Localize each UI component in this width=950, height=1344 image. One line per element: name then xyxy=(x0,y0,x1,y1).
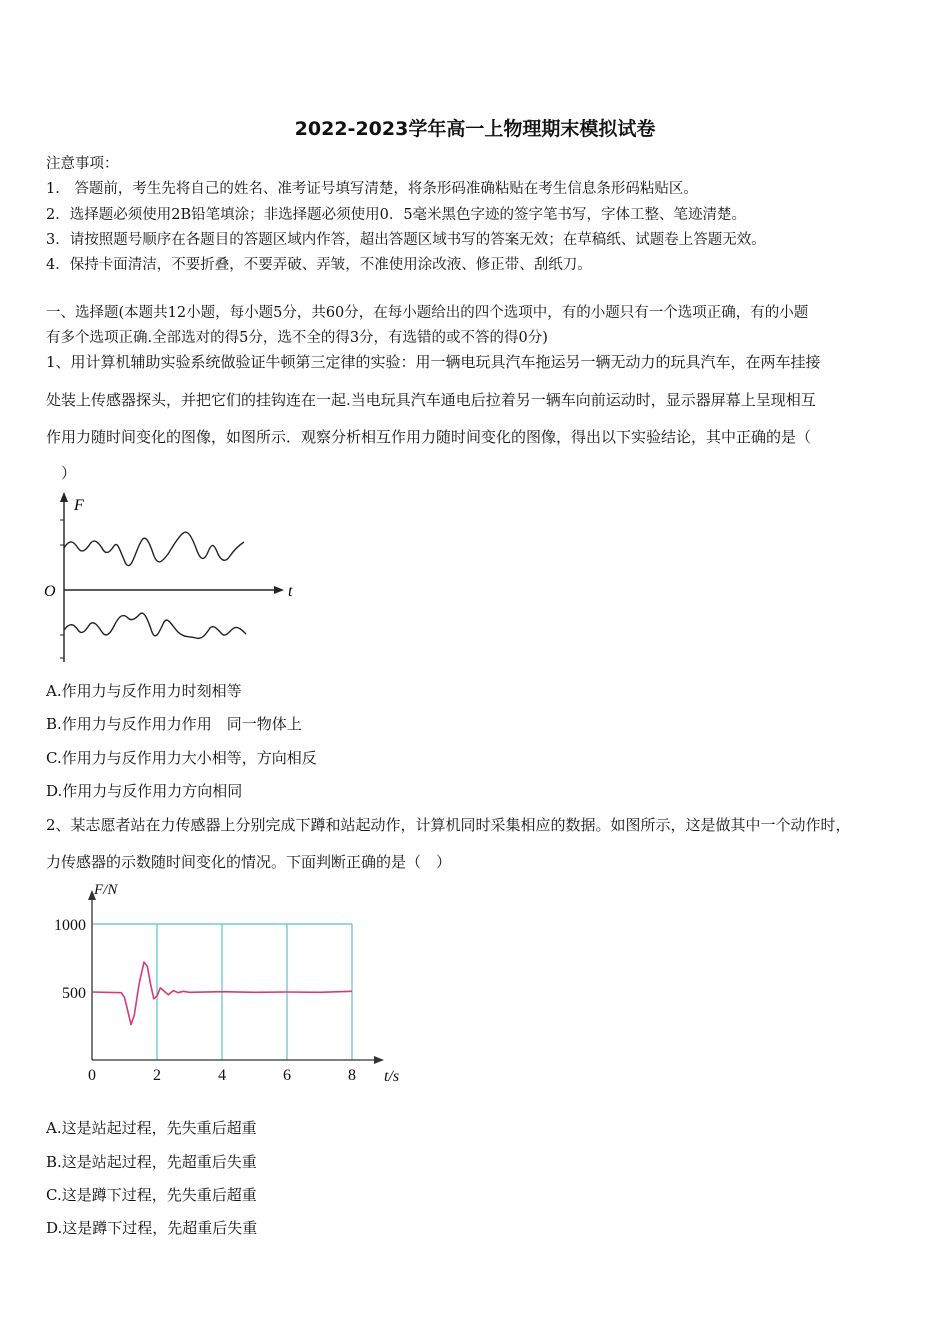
q1-stem-line-1: 1、用计算机辅助实验系统做验证牛顿第三定律的实验：用一辆电玩具汽车拖运另一辆无动力的玩具汽车，在两车挂接 xyxy=(46,353,821,371)
q1-y-arrow xyxy=(60,492,68,502)
section-intro-line-2: 有多个选项正确.全部选对的得5分，选不全的得3分，有选错的或不答的得0分) xyxy=(46,330,548,346)
chart-x-tick-label: 8 xyxy=(348,1067,356,1084)
q1-y-label: F xyxy=(74,497,84,514)
q1-force-curve-lower xyxy=(64,613,246,638)
chart-y-axis-label: F/N xyxy=(94,882,118,898)
q2-option-a: A.这是站起过程，先失重后超重 xyxy=(46,1119,257,1137)
q1-x-label: t xyxy=(288,583,293,600)
q1-stem-line-4: ） xyxy=(46,464,77,482)
chart-y-tick-label: 500 xyxy=(62,985,86,1002)
q1-stem-line-2: 处装上传感器探头，并把它们的挂钩连在一起.当电玩具汽车通电后拉着另一辆车向前运动时，显示器屏幕上呈现相互 xyxy=(46,391,816,409)
q1-option-d: D.作用力与反作用力方向相同 xyxy=(46,782,243,800)
q2-stem-line-2: 力传感器的示数随时间变化的情况。下面判断正确的是（ ） xyxy=(46,853,452,871)
q1-option-b: B.作用力与反作用力作用 同一物体上 xyxy=(46,715,302,733)
q1-option-c: C.作用力与反作用力大小相等，方向相反 xyxy=(46,749,317,767)
chart-x-tick-label: 6 xyxy=(283,1067,291,1084)
chart-x-axis-label: t/s xyxy=(384,1068,400,1085)
q1-force-figure xyxy=(40,490,310,670)
q2-option-c: C.这是蹲下过程，先失重后超重 xyxy=(46,1186,257,1204)
chart-y-tick-label: 1000 xyxy=(54,917,86,934)
section-intro-line-1: 一、选择题(本题共12小题，每小题5分，共60分，在每小题给出的四个选项中，有的小题只有一个选项正确，有的小题 xyxy=(46,305,809,321)
q2-option-b: B.这是站起过程，先超重后失重 xyxy=(46,1153,257,1171)
q1-origin-label: O xyxy=(44,583,56,600)
q2-force-chart xyxy=(40,878,420,1088)
notice-item-2: 2．选择题必须使用2B铅笔填涂；非选择题必须使用0．5毫米黑色字迹的签字笔书写，字体工整、笔迹清楚。 xyxy=(46,207,747,223)
page-title: 2022-2023学年高一上物理期末模拟试卷 xyxy=(294,118,656,140)
q1-x-arrow xyxy=(274,586,284,594)
chart-x-tick-label: 0 xyxy=(88,1067,96,1084)
notice-item-4: 4．保持卡面清洁，不要折叠，不要弄破、弄皱，不准使用涂改液、修正带、刮纸刀。 xyxy=(46,257,592,273)
chart-x-tick-label: 4 xyxy=(218,1067,226,1084)
q2-option-d: D.这是蹲下过程，先超重后失重 xyxy=(46,1219,258,1237)
notice-heading: 注意事项： xyxy=(46,156,119,172)
notice-item-3: 3．请按照题号顺序在各题目的答题区域内作答，超出答题区域书写的答案无效；在草稿纸、试题卷上答题无效。 xyxy=(46,232,766,248)
q1-stem-line-3: 作用力随时间变化的图像，如图所示．观察分析相互作用力随时间变化的图像，得出以下实验结论，其中正确的是（ xyxy=(46,428,812,446)
notice-item-1: 1. 答题前，考生先将自己的姓名、准考证号填写清楚，将条形码准确粘贴在考生信息条形码粘贴区。 xyxy=(46,181,698,197)
q1-option-a: A.作用力与反作用力时刻相等 xyxy=(46,682,242,700)
q2-stem-line-1: 2、某志愿者站在力传感器上分别完成下蹲和站起动作，计算机同时采集相应的数据。如图所示，这是做其中一个动作时， xyxy=(46,816,851,834)
chart-x-tick-label: 2 xyxy=(153,1067,161,1084)
chart-x-arrow xyxy=(374,1056,384,1064)
q1-force-curve-upper xyxy=(64,532,244,565)
